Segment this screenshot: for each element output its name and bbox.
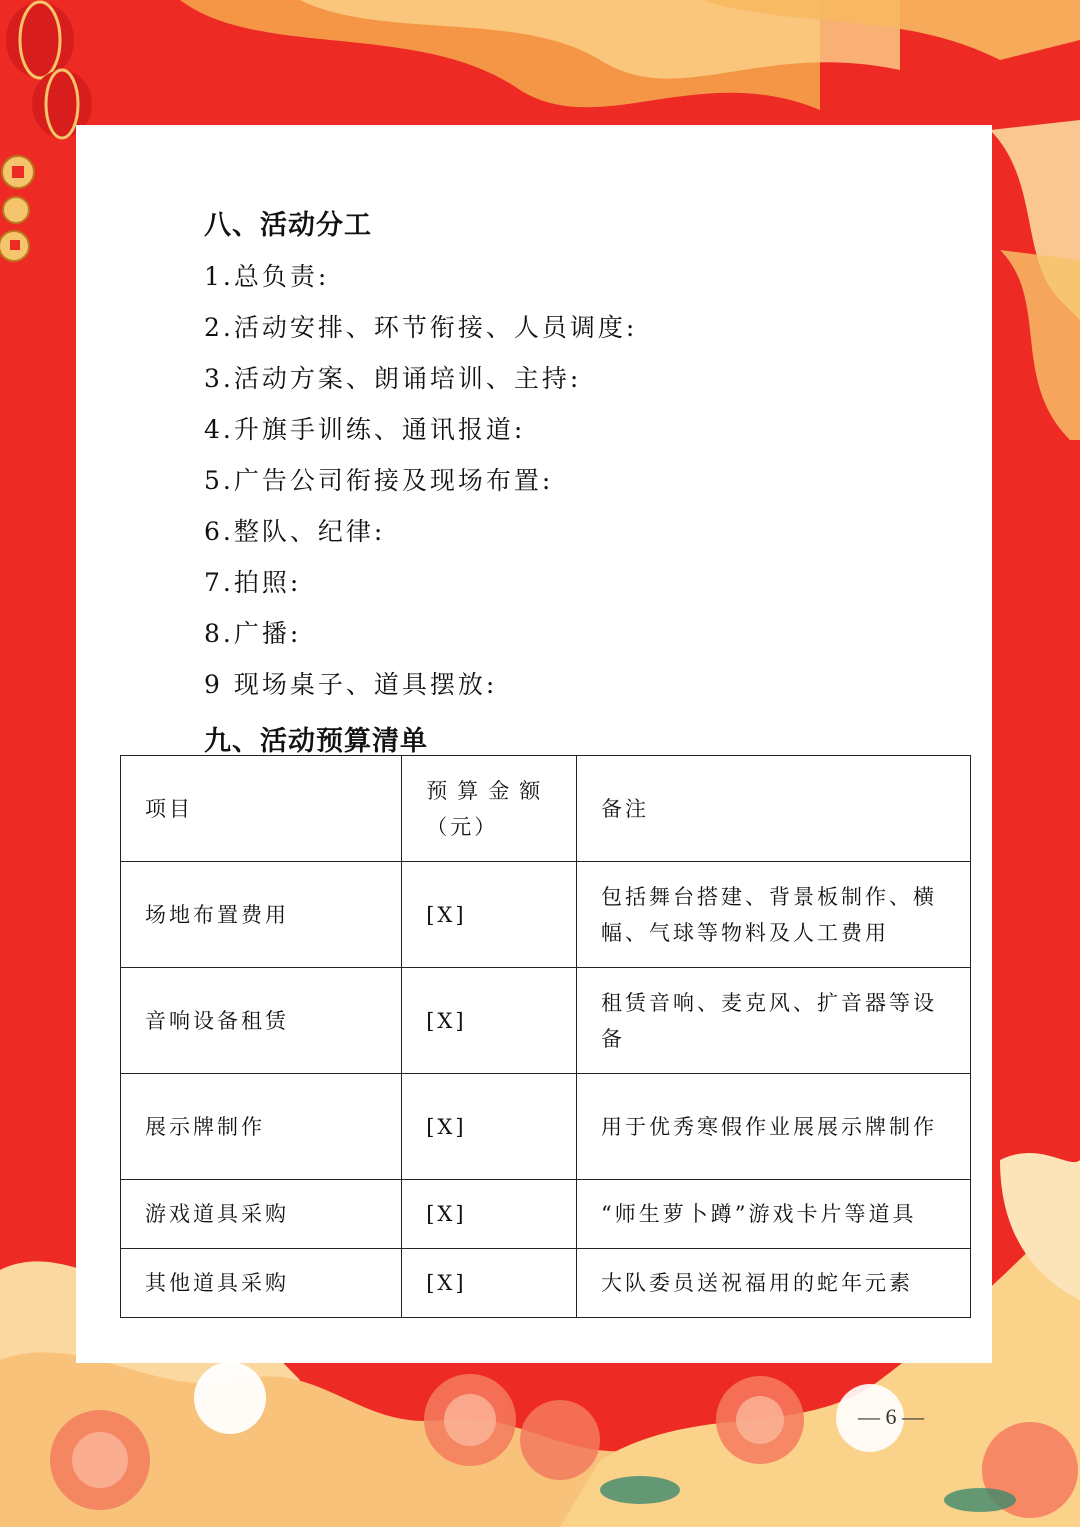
table-row — [121, 1074, 971, 1180]
list-item: 8.广播: — [204, 619, 302, 648]
list-item: 2.活动安排、环节衔接、人员调度: — [204, 313, 638, 342]
budget-table — [120, 755, 971, 1318]
list-item: 7.拍照: — [204, 568, 302, 597]
cell-note: 包括舞台搭建、背景板制作、横幅、气球等物料及人工费用 — [577, 862, 971, 968]
cell-amount: [X] — [402, 968, 577, 1074]
duty-list — [204, 262, 637, 721]
cell-note: 用于优秀寒假作业展展示牌制作 — [577, 1074, 971, 1180]
header-item: 项目 — [121, 756, 402, 862]
cell-note: 租赁音响、麦克风、扩音器等设备 — [577, 968, 971, 1074]
list-item: 3.活动方案、朗诵培训、主持: — [204, 364, 582, 393]
table-row — [121, 1180, 971, 1249]
header-note: 备注 — [577, 756, 971, 862]
list-item: 1.总负责: — [204, 262, 330, 291]
section-heading-budget: 九、活动预算清单 — [204, 726, 428, 757]
list-item: 5.广告公司衔接及现场布置: — [204, 466, 554, 495]
list-item: 4.升旗手训练、通讯报道: — [204, 415, 526, 444]
table-row — [121, 1249, 971, 1318]
cell-item: 场地布置费用 — [121, 862, 402, 968]
cell-amount: [X] — [402, 1074, 577, 1180]
cell-amount: [X] — [402, 1180, 577, 1249]
list-item: 9 现场桌子、道具摆放: — [204, 670, 498, 699]
table-row — [121, 862, 971, 968]
cell-item: 音响设备租赁 — [121, 968, 402, 1074]
cell-item: 其他道具采购 — [121, 1249, 402, 1318]
table-row — [121, 968, 971, 1074]
header-amount-line2: （元） — [426, 814, 499, 839]
cell-amount: [X] — [402, 862, 577, 968]
section-heading-division: 八、活动分工 — [204, 210, 372, 241]
cell-amount: [X] — [402, 1249, 577, 1318]
cell-item: 展示牌制作 — [121, 1074, 402, 1180]
cell-note: “师生萝卜蹲”游戏卡片等道具 — [577, 1180, 971, 1249]
page-number: — 6 — — [858, 1404, 924, 1429]
header-amount-line1: 预算金额 — [426, 778, 551, 803]
header-amount — [402, 756, 577, 862]
list-item: 6.整队、纪律: — [204, 517, 386, 546]
document-page — [76, 125, 992, 1363]
table-header-row — [121, 756, 971, 862]
cell-note: 大队委员送祝福用的蛇年元素 — [577, 1249, 971, 1318]
cell-item: 游戏道具采购 — [121, 1180, 402, 1249]
